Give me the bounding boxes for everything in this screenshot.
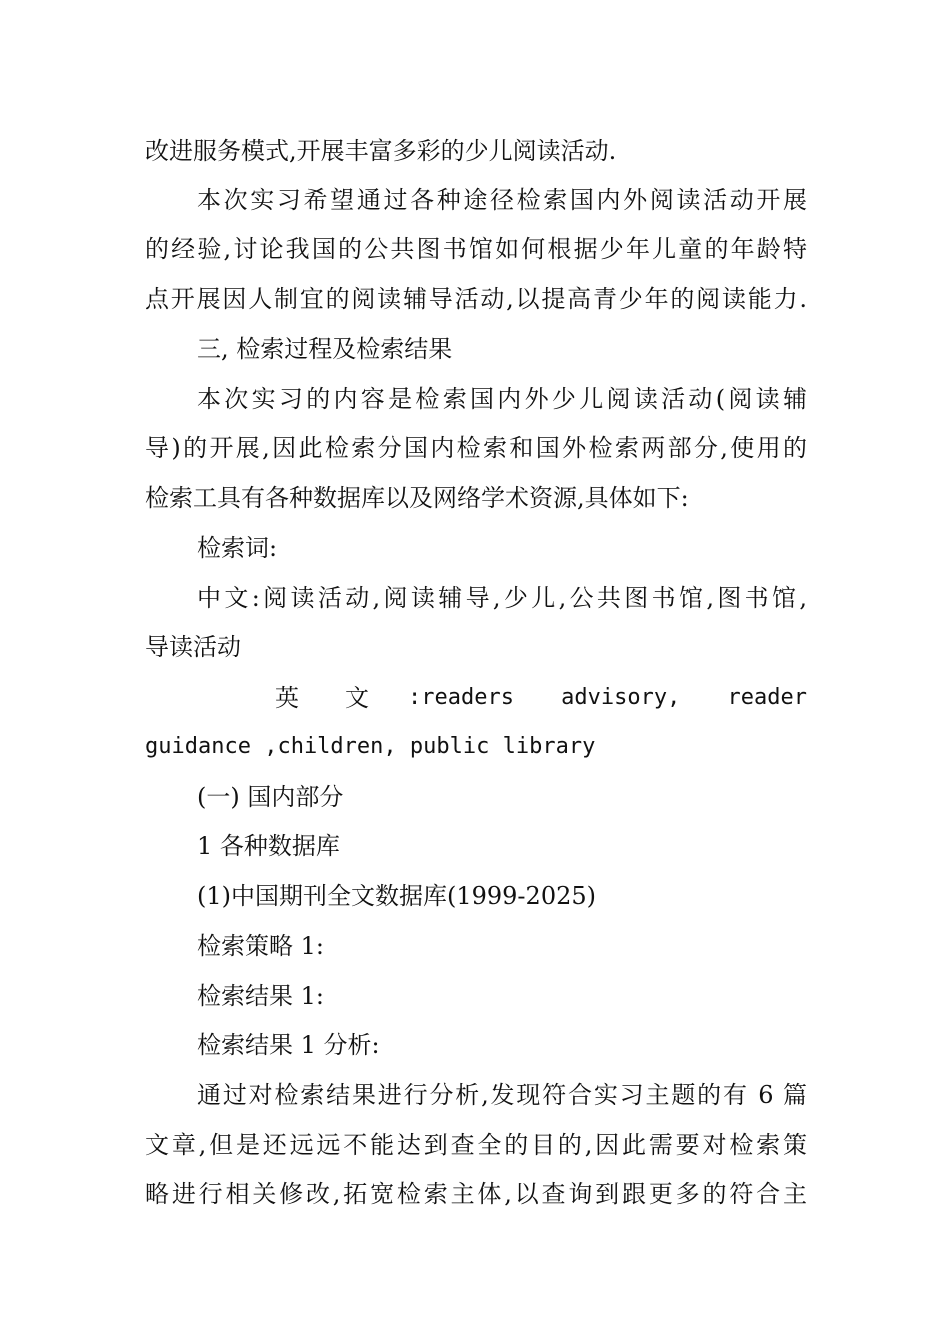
english-keywords-line: guidance ,children, public library — [145, 734, 596, 759]
english-label-char: 文 — [345, 684, 369, 712]
paragraph-line: 本次实习希望通过各种途径检索国内外阅读活动开展 — [197, 186, 807, 214]
english-keywords-line — [145, 678, 807, 718]
paragraph-line: 点开展因人制宜的阅读辅导活动,以提高青少年的阅读能力. — [145, 285, 807, 313]
paragraph-line: 改进服务模式,开展丰富多彩的少儿阅读活动. — [145, 137, 617, 165]
paragraph-line: 中文:阅读活动,阅读辅导,少儿,公共图书馆,图书馆, — [197, 584, 807, 612]
english-term: :readers — [408, 685, 514, 710]
paragraph-line: 检索结果 1 分析: — [197, 1031, 380, 1059]
paragraph-line: 本次实习的内容是检索国内外少儿阅读活动(阅读辅 — [197, 385, 807, 413]
paragraph-line: 检索词: — [197, 534, 278, 562]
paragraph-line: 的经验,讨论我国的公共图书馆如何根据少年儿童的年龄特 — [145, 235, 807, 263]
subsection-heading: (1)中国期刊全文数据库(1999-2025) — [197, 882, 596, 910]
paragraph-line: 导读活动 — [145, 633, 241, 661]
paragraph-line: 检索策略 1: — [197, 932, 324, 960]
english-term: advisory, — [561, 685, 681, 710]
paragraph-line: 略进行相关修改,拓宽检索主体,以查询到跟更多的符合主 — [145, 1180, 807, 1208]
paragraph-line: 检索工具有各种数据库以及网络学术资源,具体如下: — [145, 484, 689, 512]
english-term: reader — [727, 685, 807, 710]
paragraph-line: 文章,但是还远远不能达到查全的目的,因此需要对检索策 — [145, 1131, 807, 1159]
paragraph-line: 检索结果 1: — [197, 982, 324, 1010]
subsection-heading: (一) 国内部分 — [197, 783, 344, 811]
paragraph-line: 通过对检索结果进行分析,发现符合实习主题的有 6 篇 — [197, 1081, 807, 1109]
subsection-heading: 1 各种数据库 — [197, 832, 340, 860]
paragraph-line: 导)的开展,因此检索分国内检索和国外检索两部分,使用的 — [145, 434, 807, 462]
english-label-char: 英 — [275, 684, 299, 712]
section-heading: 三, 检索过程及检索结果 — [197, 335, 453, 363]
